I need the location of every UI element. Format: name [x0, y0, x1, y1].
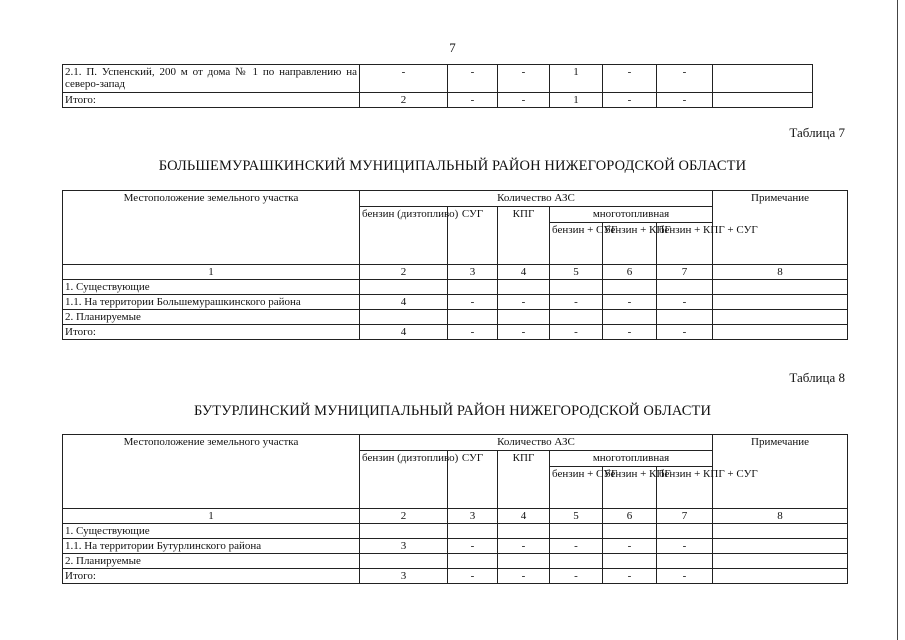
table-row — [63, 65, 813, 93]
col-number: 3 — [448, 265, 498, 280]
table-row — [63, 295, 848, 310]
kpg-cell: - — [498, 325, 550, 340]
sug-cell — [448, 554, 498, 569]
kpg-cell: - — [498, 569, 550, 584]
sug-cell: - — [448, 325, 498, 340]
note-cell — [713, 280, 848, 295]
table-row — [63, 325, 848, 340]
sug-cell: - — [448, 539, 498, 554]
gas-kpg-sug-cell — [657, 310, 713, 325]
gas-kpg-cell: - — [603, 65, 657, 93]
col-number: 1 — [63, 509, 360, 524]
gas-kpg-sug-cell: - — [657, 325, 713, 340]
header-note: Примечание — [713, 191, 848, 265]
gas-kpg-sug-cell — [657, 554, 713, 569]
gasoline-cell — [360, 554, 448, 569]
azs-table-7 — [62, 190, 848, 340]
col-number: 4 — [498, 509, 550, 524]
header-gasoline: бензин (дизтопливо) — [360, 451, 448, 509]
note-cell — [713, 295, 848, 310]
location-cell: 1.1. На территории Большемурашкинского района — [63, 295, 360, 310]
gas-kpg-sug-cell: - — [657, 65, 713, 93]
table-caption: Таблица 8 — [789, 370, 845, 385]
gas-kpg-sug-cell — [657, 280, 713, 295]
location-cell: 2.1. П. Успенский, 200 м от дома № 1 по направлению на северо-запад — [63, 65, 360, 93]
gas-sug-cell: 1 — [550, 65, 603, 93]
gas-kpg-cell: - — [603, 93, 657, 108]
col-number: 6 — [603, 265, 657, 280]
table-heading: БОЛЬШЕМУРАШКИНСКИЙ МУНИЦИПАЛЬНЫЙ РАЙОН НИЖЕГОРОДСКОЙ ОБЛАСТИ — [158, 158, 747, 174]
kpg-cell: - — [498, 65, 550, 93]
gas-kpg-cell — [603, 310, 657, 325]
gas-sug-cell — [550, 554, 603, 569]
header-row — [63, 435, 848, 451]
sug-cell — [448, 524, 498, 539]
col-number: 1 — [63, 265, 360, 280]
header-sug: СУГ — [448, 207, 498, 265]
header-kpg: КПГ — [498, 207, 550, 265]
header-location: Местоположение земельного участка — [63, 191, 360, 265]
table-heading: БУТУРЛИНСКИЙ МУНИЦИПАЛЬНЫЙ РАЙОН НИЖЕГОРОДСКОЙ ОБЛАСТИ — [193, 403, 712, 419]
sug-cell: - — [448, 569, 498, 584]
kpg-cell — [498, 310, 550, 325]
table-row — [63, 93, 813, 108]
location-cell: Итого: — [63, 569, 360, 584]
number-row — [63, 265, 848, 280]
header-gas-kpg-sug: бензин + КПГ + СУГ — [657, 467, 713, 509]
col-number: 2 — [360, 509, 448, 524]
col-number: 7 — [657, 509, 713, 524]
table-row — [63, 310, 848, 325]
kpg-cell — [498, 524, 550, 539]
kpg-cell — [498, 554, 550, 569]
top-table — [62, 64, 813, 108]
gas-kpg-cell — [603, 554, 657, 569]
gasoline-cell — [360, 310, 448, 325]
kpg-cell — [498, 280, 550, 295]
table-row — [63, 539, 848, 554]
gasoline-cell: 4 — [360, 325, 448, 340]
note-cell — [713, 569, 848, 584]
gas-sug-cell: - — [550, 325, 603, 340]
gas-kpg-cell: - — [603, 569, 657, 584]
gas-sug-cell — [550, 524, 603, 539]
gas-sug-cell — [550, 280, 603, 295]
azs-table-8 — [62, 434, 848, 584]
sug-cell — [448, 280, 498, 295]
gasoline-cell — [360, 280, 448, 295]
header-gas-kpg-sug: бензин + КПГ + СУГ — [657, 223, 713, 265]
note-cell — [713, 310, 848, 325]
header-kpg: КПГ — [498, 451, 550, 509]
page-edge — [897, 0, 898, 640]
sug-cell: - — [448, 93, 498, 108]
col-number: 3 — [448, 509, 498, 524]
col-number: 8 — [713, 509, 848, 524]
gasoline-cell — [360, 524, 448, 539]
location-cell: Итого: — [63, 325, 360, 340]
note-cell — [713, 554, 848, 569]
col-number: 2 — [360, 265, 448, 280]
gas-kpg-sug-cell: - — [657, 295, 713, 310]
col-number: 7 — [657, 265, 713, 280]
gasoline-cell: 3 — [360, 539, 448, 554]
table-row — [63, 569, 848, 584]
sug-cell — [448, 310, 498, 325]
sug-cell: - — [448, 65, 498, 93]
table-row — [63, 280, 848, 295]
header-gas-sug: бензин + СУГ — [550, 223, 603, 265]
sug-cell: - — [448, 295, 498, 310]
gas-kpg-cell: - — [603, 539, 657, 554]
header-gas-kpg: бензин + КПГ — [603, 467, 657, 509]
gas-kpg-cell — [603, 524, 657, 539]
gasoline-cell: 3 — [360, 569, 448, 584]
kpg-cell: - — [498, 539, 550, 554]
page-number: 7 — [449, 40, 456, 55]
note-cell — [713, 65, 813, 93]
gas-kpg-sug-cell — [657, 524, 713, 539]
header-azs-count: Количество АЗС — [360, 191, 713, 207]
gasoline-cell: 2 — [360, 93, 448, 108]
col-number: 8 — [713, 265, 848, 280]
kpg-cell: - — [498, 93, 550, 108]
header-note: Примечание — [713, 435, 848, 509]
gas-sug-cell: - — [550, 569, 603, 584]
header-sug: СУГ — [448, 451, 498, 509]
note-cell — [713, 325, 848, 340]
gas-kpg-sug-cell: - — [657, 569, 713, 584]
col-number: 5 — [550, 265, 603, 280]
kpg-cell: - — [498, 295, 550, 310]
location-cell: 1. Существующие — [63, 524, 360, 539]
gas-kpg-sug-cell: - — [657, 539, 713, 554]
header-gasoline: бензин (дизтопливо) — [360, 207, 448, 265]
gas-kpg-cell: - — [603, 325, 657, 340]
gasoline-cell: 4 — [360, 295, 448, 310]
note-cell — [713, 93, 813, 108]
number-row — [63, 509, 848, 524]
gas-sug-cell — [550, 310, 603, 325]
note-cell — [713, 539, 848, 554]
header-gas-sug: бензин + СУГ — [550, 467, 603, 509]
note-cell — [713, 524, 848, 539]
col-number: 4 — [498, 265, 550, 280]
gas-kpg-cell — [603, 280, 657, 295]
gasoline-cell: - — [360, 65, 448, 93]
location-cell: Итого: — [63, 93, 360, 108]
header-gas-kpg: бензин + КПГ — [603, 223, 657, 265]
header-location: Местоположение земельного участка — [63, 435, 360, 509]
table-row — [63, 554, 848, 569]
header-multifuel: многотопливная — [550, 207, 713, 223]
location-cell: 2. Планируемые — [63, 310, 360, 325]
header-azs-count: Количество АЗС — [360, 435, 713, 451]
location-cell: 2. Планируемые — [63, 554, 360, 569]
header-multifuel: многотопливная — [550, 451, 713, 467]
col-number: 5 — [550, 509, 603, 524]
gas-sug-cell: 1 — [550, 93, 603, 108]
table-caption: Таблица 7 — [789, 125, 845, 140]
location-cell: 1.1. На территории Бутурлинского района — [63, 539, 360, 554]
gas-sug-cell: - — [550, 295, 603, 310]
gas-kpg-sug-cell: - — [657, 93, 713, 108]
table-row — [63, 524, 848, 539]
gas-sug-cell: - — [550, 539, 603, 554]
header-row — [63, 191, 848, 207]
gas-kpg-cell: - — [603, 295, 657, 310]
col-number: 6 — [603, 509, 657, 524]
location-cell: 1. Существующие — [63, 280, 360, 295]
